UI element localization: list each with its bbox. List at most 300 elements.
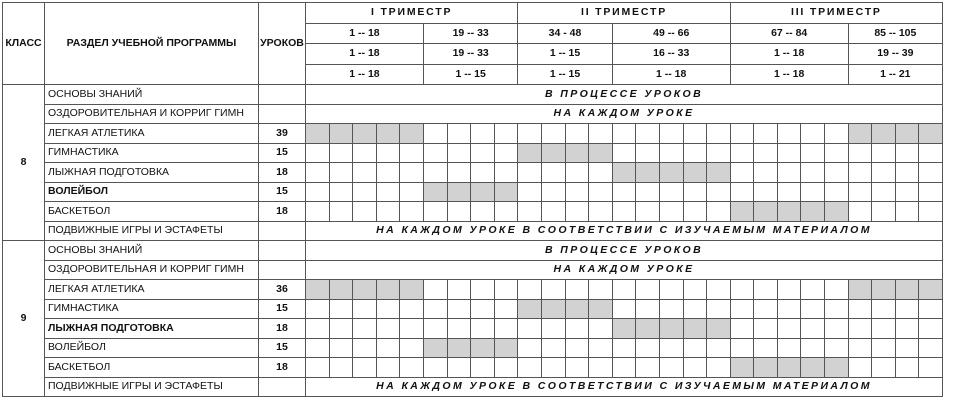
section-name: ОСНОВЫ ЗНАНИЙ	[45, 85, 259, 105]
schedule-cell	[423, 202, 447, 222]
schedule-cell	[825, 358, 849, 378]
schedule-cell	[777, 143, 801, 163]
schedule-cell	[872, 124, 896, 144]
lesson-count: 15	[259, 182, 306, 202]
schedule-cell	[541, 319, 565, 339]
schedule-cell	[376, 338, 400, 358]
schedule-cell	[919, 358, 943, 378]
schedule-cell	[730, 202, 754, 222]
schedule-cell	[306, 358, 330, 378]
schedule-cell	[541, 163, 565, 183]
schedule-cell	[471, 299, 495, 319]
lesson-count	[259, 221, 306, 241]
range-cell: 19 -- 33	[423, 44, 517, 65]
schedule-cell	[777, 163, 801, 183]
schedule-cell	[376, 280, 400, 300]
table-row	[3, 241, 967, 261]
schedule-cell	[754, 280, 778, 300]
lesson-count: 15	[259, 299, 306, 319]
table-row	[3, 202, 967, 222]
lesson-count: 18	[259, 163, 306, 183]
schedule-cell	[777, 358, 801, 378]
schedule-cell	[848, 163, 872, 183]
schedule-cell	[494, 124, 518, 144]
schedule-cell	[306, 319, 330, 339]
schedule-cell	[872, 182, 896, 202]
schedule-cell	[423, 124, 447, 144]
span-note: НА КАЖДОМ УРОКЕ	[306, 104, 943, 124]
schedule-cell	[659, 299, 683, 319]
schedule-cell	[518, 358, 542, 378]
range-cell: 67 -- 84	[730, 23, 848, 44]
schedule-cell	[754, 338, 778, 358]
schedule-cell	[589, 124, 613, 144]
schedule-cell	[754, 299, 778, 319]
schedule-cell	[589, 358, 613, 378]
schedule-cell	[353, 338, 377, 358]
schedule-cell	[565, 182, 589, 202]
span-note: В ПРОЦЕССЕ УРОКОВ	[306, 85, 943, 105]
schedule-cell	[683, 299, 707, 319]
schedule-cell	[589, 319, 613, 339]
schedule-cell	[518, 163, 542, 183]
schedule-cell	[400, 280, 424, 300]
schedule-cell	[848, 202, 872, 222]
schedule-cell	[589, 202, 613, 222]
schedule-cell	[777, 202, 801, 222]
schedule-cell	[659, 163, 683, 183]
schedule-cell	[777, 124, 801, 144]
schedule-cell	[919, 319, 943, 339]
schedule-cell	[848, 299, 872, 319]
schedule-cell	[801, 124, 825, 144]
section-name: ОЗДОРОВИТЕЛЬНАЯ И КОРРИГ ГИМН	[45, 260, 259, 280]
schedule-cell	[895, 338, 919, 358]
section-name: ВОЛЕЙБОЛ	[45, 182, 259, 202]
span-note: В ПРОЦЕССЕ УРОКОВ	[306, 241, 943, 261]
schedule-cell	[612, 182, 636, 202]
schedule-cell	[636, 143, 660, 163]
range-cell: 49 -- 66	[612, 23, 730, 44]
schedule-cell	[730, 182, 754, 202]
schedule-cell	[589, 182, 613, 202]
schedule-cell	[636, 202, 660, 222]
schedule-cell	[659, 202, 683, 222]
schedule-cell	[707, 182, 731, 202]
lesson-count	[259, 241, 306, 261]
schedule-cell	[471, 143, 495, 163]
schedule-cell	[707, 280, 731, 300]
schedule-cell	[376, 202, 400, 222]
header-class: КЛАСС	[3, 3, 45, 85]
schedule-cell	[801, 299, 825, 319]
schedule-cell	[848, 124, 872, 144]
span-note: НА КАЖДОМ УРОКЕ	[306, 260, 943, 280]
schedule-cell	[447, 299, 471, 319]
table-row	[3, 124, 967, 144]
schedule-cell	[447, 202, 471, 222]
schedule-cell	[872, 202, 896, 222]
schedule-cell	[683, 338, 707, 358]
schedule-cell	[636, 163, 660, 183]
schedule-cell	[707, 124, 731, 144]
schedule-cell	[423, 163, 447, 183]
schedule-cell	[423, 143, 447, 163]
schedule-cell	[612, 143, 636, 163]
schedule-cell	[895, 280, 919, 300]
schedule-cell	[471, 319, 495, 339]
schedule-cell	[376, 182, 400, 202]
schedule-cell	[589, 338, 613, 358]
schedule-cell	[518, 124, 542, 144]
schedule-cell	[636, 358, 660, 378]
schedule-cell	[518, 143, 542, 163]
schedule-cell	[518, 319, 542, 339]
schedule-cell	[754, 319, 778, 339]
curriculum-plan-table	[2, 2, 967, 397]
lesson-count: 15	[259, 143, 306, 163]
schedule-cell	[612, 280, 636, 300]
schedule-cell	[541, 202, 565, 222]
range-cell: 34 - 48	[518, 23, 612, 44]
section-name: ОЗДОРОВИТЕЛЬНАЯ И КОРРИГ ГИМН	[45, 104, 259, 124]
schedule-cell	[825, 280, 849, 300]
schedule-cell	[494, 202, 518, 222]
schedule-cell	[659, 124, 683, 144]
schedule-cell	[801, 280, 825, 300]
header-lessons: УРОКОВ	[259, 3, 306, 85]
schedule-cell	[825, 319, 849, 339]
schedule-cell	[848, 338, 872, 358]
range-cell: 1 -- 15	[518, 64, 612, 85]
schedule-cell	[872, 338, 896, 358]
schedule-cell	[353, 358, 377, 378]
lesson-count: 15	[259, 338, 306, 358]
schedule-cell	[683, 319, 707, 339]
schedule-cell	[754, 182, 778, 202]
schedule-cell	[376, 319, 400, 339]
schedule-cell	[471, 280, 495, 300]
grade-cell: 9	[3, 241, 45, 397]
schedule-cell	[754, 143, 778, 163]
schedule-cell	[471, 163, 495, 183]
section-name: ЛЫЖНАЯ ПОДГОТОВКА	[45, 163, 259, 183]
schedule-cell	[707, 143, 731, 163]
schedule-cell	[659, 182, 683, 202]
schedule-cell	[683, 163, 707, 183]
schedule-cell	[848, 280, 872, 300]
schedule-cell	[423, 182, 447, 202]
schedule-cell	[683, 202, 707, 222]
schedule-cell	[659, 319, 683, 339]
span-note: НА КАЖДОМ УРОКЕ В СООТВЕТСТВИИ С ИЗУЧАЕМЫМ МАТЕРИАЛОМ	[306, 377, 943, 397]
schedule-cell	[730, 299, 754, 319]
schedule-cell	[659, 338, 683, 358]
schedule-cell	[518, 202, 542, 222]
schedule-cell	[376, 358, 400, 378]
grade-cell: 8	[3, 85, 45, 241]
schedule-cell	[801, 143, 825, 163]
schedule-cell	[447, 163, 471, 183]
schedule-cell	[872, 358, 896, 378]
schedule-cell	[400, 143, 424, 163]
schedule-cell	[683, 358, 707, 378]
schedule-cell	[541, 182, 565, 202]
schedule-cell	[612, 299, 636, 319]
schedule-cell	[848, 358, 872, 378]
table-row	[3, 299, 967, 319]
schedule-cell	[659, 358, 683, 378]
schedule-cell	[919, 143, 943, 163]
schedule-cell	[423, 319, 447, 339]
schedule-cell	[565, 299, 589, 319]
schedule-cell	[518, 182, 542, 202]
section-name: ПОДВИЖНЫЕ ИГРЫ И ЭСТАФЕТЫ	[45, 377, 259, 397]
schedule-cell	[400, 338, 424, 358]
range-cell: 1 -- 18	[612, 64, 730, 85]
schedule-cell	[329, 143, 353, 163]
schedule-cell	[376, 143, 400, 163]
schedule-cell	[659, 280, 683, 300]
schedule-cell	[895, 163, 919, 183]
schedule-cell	[895, 143, 919, 163]
schedule-cell	[471, 202, 495, 222]
schedule-cell	[659, 143, 683, 163]
schedule-cell	[612, 338, 636, 358]
schedule-cell	[565, 163, 589, 183]
schedule-cell	[895, 319, 919, 339]
schedule-cell	[730, 163, 754, 183]
schedule-cell	[306, 163, 330, 183]
header-row-trimesters	[3, 3, 967, 24]
schedule-cell	[636, 124, 660, 144]
schedule-cell	[777, 182, 801, 202]
schedule-cell	[541, 299, 565, 319]
schedule-cell	[777, 319, 801, 339]
schedule-cell	[447, 124, 471, 144]
schedule-cell	[589, 299, 613, 319]
schedule-cell	[541, 143, 565, 163]
range-cell: 16 -- 33	[612, 44, 730, 65]
table-row	[3, 104, 967, 124]
schedule-cell	[541, 358, 565, 378]
schedule-cell	[353, 124, 377, 144]
schedule-cell	[754, 202, 778, 222]
schedule-cell	[895, 202, 919, 222]
schedule-cell	[447, 338, 471, 358]
schedule-cell	[447, 280, 471, 300]
schedule-cell	[306, 338, 330, 358]
schedule-cell	[447, 143, 471, 163]
lesson-count: 18	[259, 202, 306, 222]
schedule-cell	[400, 358, 424, 378]
schedule-cell	[730, 280, 754, 300]
schedule-cell	[494, 182, 518, 202]
schedule-cell	[353, 163, 377, 183]
schedule-cell	[353, 299, 377, 319]
schedule-cell	[541, 338, 565, 358]
schedule-cell	[494, 299, 518, 319]
schedule-cell	[353, 182, 377, 202]
schedule-cell	[636, 280, 660, 300]
schedule-cell	[541, 124, 565, 144]
schedule-cell	[306, 182, 330, 202]
section-name: БАСКЕТБОЛ	[45, 358, 259, 378]
schedule-cell	[801, 319, 825, 339]
schedule-cell	[730, 124, 754, 144]
schedule-cell	[353, 202, 377, 222]
schedule-cell	[777, 280, 801, 300]
lesson-count: 36	[259, 280, 306, 300]
schedule-cell	[306, 280, 330, 300]
schedule-cell	[848, 319, 872, 339]
schedule-cell	[707, 163, 731, 183]
schedule-cell	[848, 182, 872, 202]
schedule-cell	[447, 319, 471, 339]
range-cell: 1 -- 15	[423, 64, 517, 85]
schedule-cell	[306, 124, 330, 144]
section-name: ОСНОВЫ ЗНАНИЙ	[45, 241, 259, 261]
schedule-cell	[329, 124, 353, 144]
schedule-cell	[636, 319, 660, 339]
schedule-cell	[565, 319, 589, 339]
schedule-cell	[518, 280, 542, 300]
schedule-cell	[376, 163, 400, 183]
section-name: ГИМНАСТИКА	[45, 143, 259, 163]
table-row	[3, 358, 967, 378]
schedule-cell	[471, 124, 495, 144]
schedule-cell	[777, 338, 801, 358]
schedule-cell	[471, 182, 495, 202]
schedule-cell	[872, 163, 896, 183]
section-name: ЛЕГКАЯ АТЛЕТИКА	[45, 280, 259, 300]
table-row	[3, 221, 967, 241]
schedule-cell	[423, 280, 447, 300]
schedule-cell	[565, 124, 589, 144]
schedule-cell	[612, 358, 636, 378]
schedule-cell	[612, 124, 636, 144]
schedule-cell	[400, 319, 424, 339]
schedule-cell	[471, 338, 495, 358]
schedule-cell	[919, 338, 943, 358]
range-cell: 1 -- 18	[730, 44, 848, 65]
schedule-cell	[825, 124, 849, 144]
schedule-cell	[612, 319, 636, 339]
schedule-cell	[754, 358, 778, 378]
schedule-cell	[518, 338, 542, 358]
schedule-cell	[306, 299, 330, 319]
schedule-cell	[801, 358, 825, 378]
schedule-cell	[329, 182, 353, 202]
schedule-cell	[707, 319, 731, 339]
table-row	[3, 338, 967, 358]
range-cell: 1 -- 18	[306, 44, 424, 65]
schedule-cell	[895, 358, 919, 378]
schedule-cell	[376, 124, 400, 144]
schedule-cell	[683, 280, 707, 300]
header-section: РАЗДЕЛ УЧЕБНОЙ ПРОГРАММЫ	[45, 3, 259, 85]
schedule-cell	[919, 280, 943, 300]
schedule-cell	[848, 143, 872, 163]
schedule-cell	[730, 358, 754, 378]
schedule-cell	[494, 338, 518, 358]
lesson-count	[259, 104, 306, 124]
schedule-cell	[919, 124, 943, 144]
schedule-cell	[707, 358, 731, 378]
schedule-cell	[825, 143, 849, 163]
range-cell: 1 -- 18	[306, 23, 424, 44]
schedule-cell	[306, 202, 330, 222]
table-row	[3, 85, 967, 105]
range-cell: 1 -- 15	[518, 44, 612, 65]
schedule-cell	[730, 143, 754, 163]
schedule-cell	[565, 143, 589, 163]
schedule-cell	[589, 163, 613, 183]
schedule-cell	[329, 202, 353, 222]
schedule-cell	[306, 143, 330, 163]
schedule-cell	[447, 182, 471, 202]
schedule-cell	[730, 338, 754, 358]
schedule-cell	[589, 143, 613, 163]
trimester-3-header: III ТРИМЕСТР	[730, 3, 942, 24]
lesson-count	[259, 377, 306, 397]
section-name: БАСКЕТБОЛ	[45, 202, 259, 222]
section-name: ЛЫЖНАЯ ПОДГОТОВКА	[45, 319, 259, 339]
schedule-cell	[329, 338, 353, 358]
schedule-cell	[329, 280, 353, 300]
table-row	[3, 143, 967, 163]
schedule-cell	[400, 299, 424, 319]
schedule-cell	[754, 124, 778, 144]
schedule-cell	[329, 319, 353, 339]
schedule-cell	[494, 319, 518, 339]
schedule-cell	[589, 280, 613, 300]
schedule-cell	[919, 202, 943, 222]
schedule-cell	[494, 163, 518, 183]
schedule-cell	[518, 299, 542, 319]
table-row	[3, 377, 967, 397]
schedule-cell	[494, 280, 518, 300]
schedule-cell	[565, 280, 589, 300]
schedule-cell	[376, 299, 400, 319]
schedule-cell	[612, 163, 636, 183]
schedule-cell	[400, 124, 424, 144]
schedule-cell	[872, 319, 896, 339]
schedule-cell	[707, 202, 731, 222]
schedule-cell	[612, 202, 636, 222]
trimester-1-header: I ТРИМЕСТР	[306, 3, 518, 24]
schedule-cell	[801, 202, 825, 222]
schedule-cell	[825, 338, 849, 358]
trimester-2-header: II ТРИМЕСТР	[518, 3, 730, 24]
schedule-cell	[895, 299, 919, 319]
section-name: ПОДВИЖНЫЕ ИГРЫ И ЭСТАФЕТЫ	[45, 221, 259, 241]
schedule-cell	[895, 124, 919, 144]
table-row	[3, 260, 967, 280]
schedule-cell	[683, 124, 707, 144]
schedule-cell	[400, 163, 424, 183]
range-cell: 19 -- 33	[423, 23, 517, 44]
lesson-count: 39	[259, 124, 306, 144]
table-row	[3, 163, 967, 183]
schedule-cell	[494, 143, 518, 163]
schedule-cell	[329, 358, 353, 378]
schedule-cell	[636, 338, 660, 358]
schedule-cell	[541, 280, 565, 300]
schedule-cell	[353, 280, 377, 300]
schedule-cell	[353, 143, 377, 163]
schedule-cell	[919, 163, 943, 183]
